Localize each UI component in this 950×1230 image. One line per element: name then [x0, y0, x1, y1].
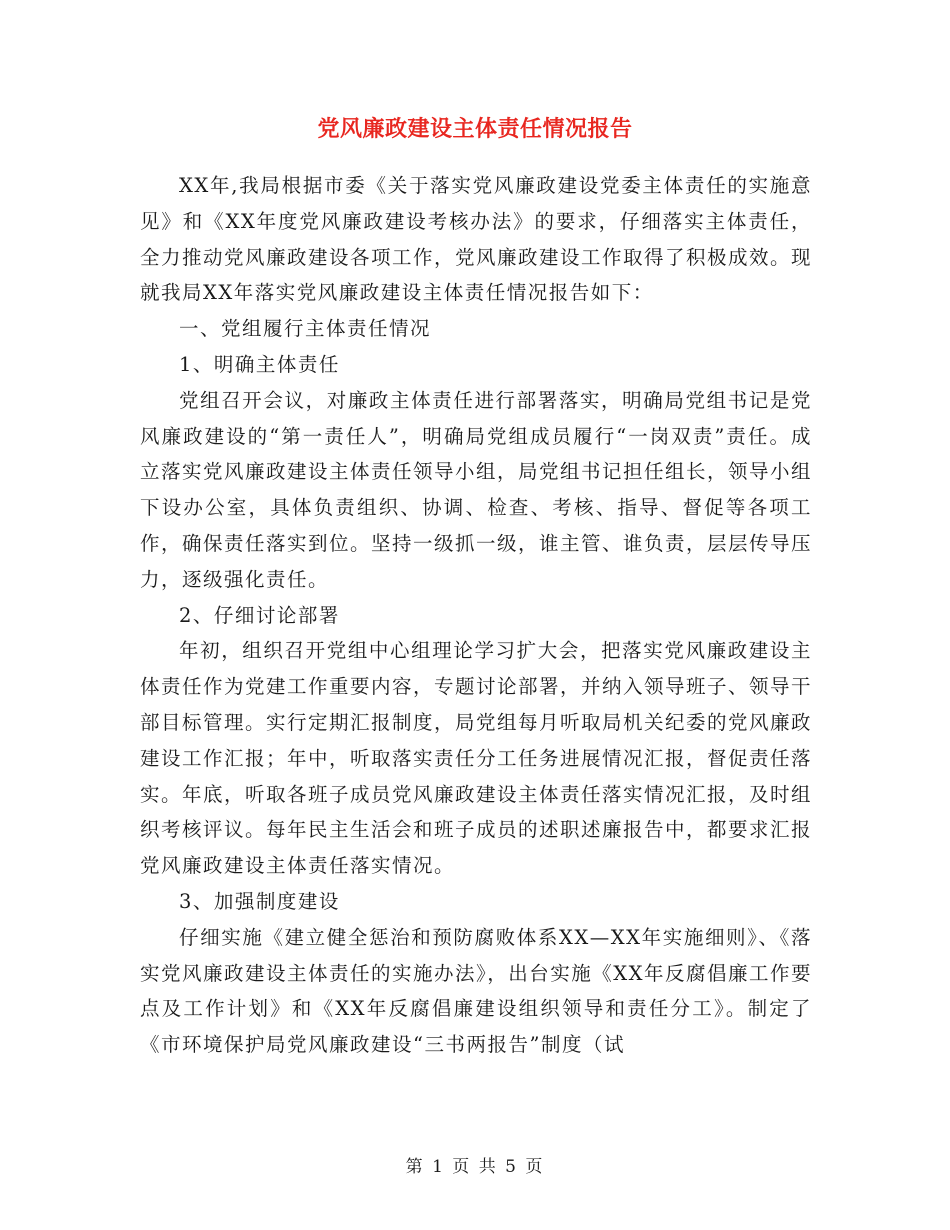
section-heading-1: 一、党组履行主体责任情况 [179, 317, 432, 341]
subheading-2: 2、仔细讨论部署 [179, 603, 340, 627]
paragraph-responsibility: 党组召开会议，对廉政主体责任进行部署落实，明确局党组书记是党风廉政建设的“第一责任人”，明确局党组成员履行“一岗双责”责任。成立落实党风廉政建设主体责任领导小组，局党组书记担任组长，领导小组下设办公室，具体负责组织、协调、检查、考核、指导、督促等各项工作，确保责任落实到位。坚持一级抓一级，谁主管、谁负责，层层传导压力，逐级强化责任。 [140, 388, 813, 591]
subheading-1: 1、明确主体责任 [179, 352, 340, 376]
paragraph-system-building: 仔细实施《建立健全惩治和预防腐败体系XX—XX年实施细则》、《落实党风廉政建设主体责任的实施办法》，出台实施《XX年反腐倡廉工作要点及工作计划》和《XX年反腐倡廉建设组织领导和责任分工》。制定了《市环境保护局党风廉政建设“三书两报告”制度（试 [140, 925, 813, 1057]
subheading-3: 3、加强制度建设 [179, 889, 340, 913]
page-number-footer: 第 1 页 共 5 页 [405, 1157, 545, 1177]
document-body [140, 168, 812, 1063]
paragraph-deployment: 年初，组织召开党组中心组理论学习扩大会，把落实党风廉政建设主体责任作为党建工作重要内容，专题讨论部署，并纳入领导班子、领导干部目标管理。实行定期汇报制度，局党组每月听取局机关纪委的党风廉政建设工作汇报；年中，听取落实责任分工任务进展情况汇报，督促责任落实。年底，听取各班子成员党风廉政建设主体责任落实情况汇报，及时组织考核评议。每年民主生活会和班子成员的述职述廉报告中，都要求汇报党风廉政建设主体责任落实情况。 [140, 639, 813, 878]
document-title: 党风廉政建设主体责任情况报告 [317, 116, 633, 142]
intro-paragraph: XX年,我局根据市委《关于落实党风廉政建设党委主体责任的实施意见》和《XX年度党风廉政建设考核办法》的要求，仔细落实主体责任，全力推动党风廉政建设各项工作，党风廉政建设工作取得了积极成效。现就我局XX年落实党风廉政建设主体责任情况报告如下： [140, 174, 813, 305]
